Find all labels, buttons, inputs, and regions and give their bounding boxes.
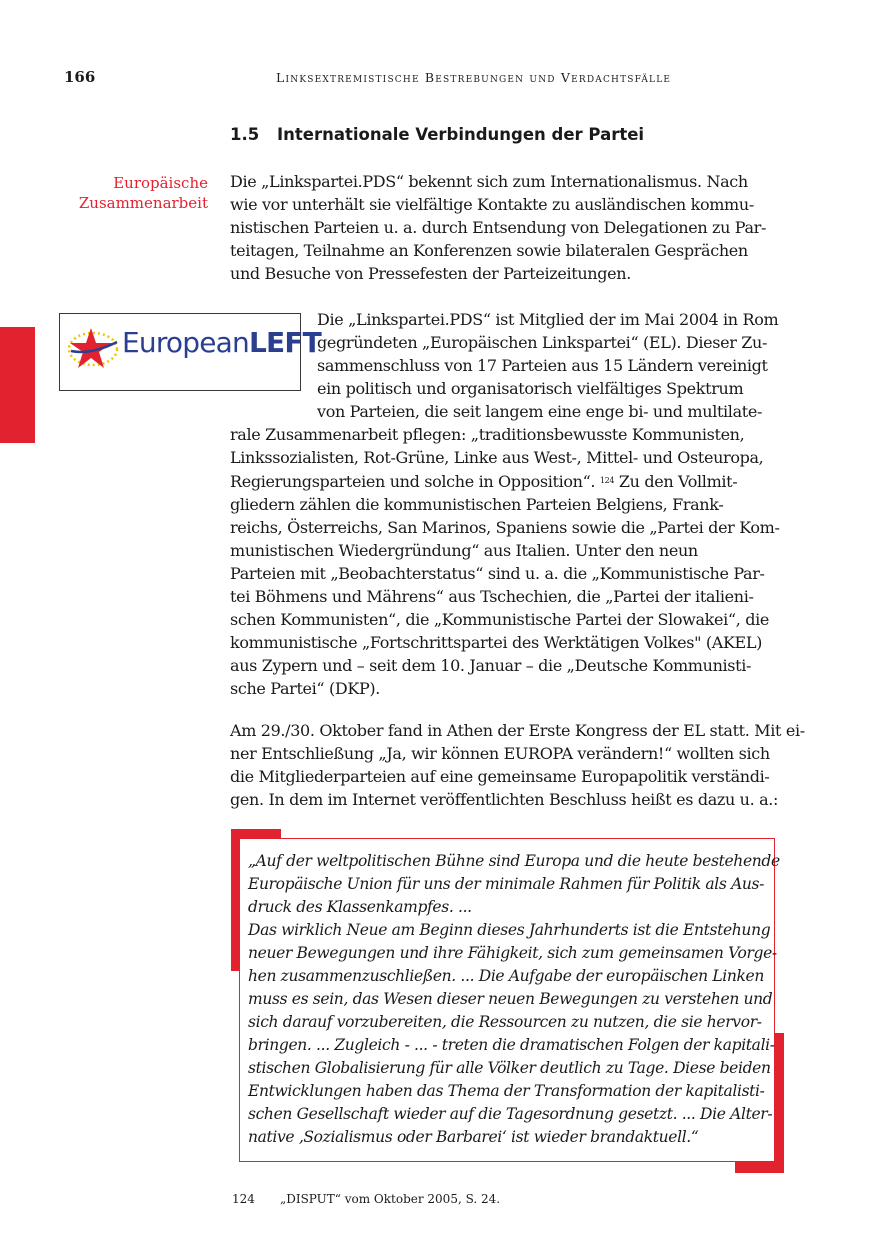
text-line: von Parteien, die seit langem eine enge bi- und multilate- — [317, 402, 763, 421]
quote-line: Das wirklich Neue am Beginn dieses Jahrhunderts ist die Entstehung — [248, 921, 771, 939]
quote-line: bringen. ... Zugleich - ... - treten die dramatischen Folgen der kapitali- — [248, 1036, 775, 1054]
quote-line: hen zusammenzuschließen. ... Die Aufgabe der europäischen Linken — [248, 967, 764, 985]
text-line: Am 29./30. Oktober fand in Athen der Erste Kongress der EL statt. Mit ei- — [230, 721, 805, 740]
text-fragment: Regierungsparteien und solche in Opposition“. — [230, 472, 600, 491]
text-line: sammenschluss von 17 Parteien aus 15 Ländern vereinigt — [317, 356, 768, 375]
quote-line: schen Gesellschaft wieder auf die Tagesordnung gesetzt. ... Die Alter- — [248, 1105, 773, 1123]
footnote-number: 124 — [232, 1192, 255, 1206]
text-line: Linkssozialisten, Rot-Grüne, Linke aus West-, Mittel- und Osteuropa, — [230, 448, 764, 467]
margin-note — [60, 173, 208, 213]
text-line: Die „Linkspartei.PDS“ ist Mitglied der im Mai 2004 in Rom — [317, 310, 779, 329]
text-line — [230, 469, 780, 493]
quote-line: Europäische Union für uns der minimale Rahmen für Politik als Aus- — [248, 875, 765, 893]
chapter-tab-marker — [0, 327, 35, 443]
quote-line: Entwicklungen haben das Thema der Transformation der kapitalisti- — [248, 1082, 765, 1100]
footnote — [232, 1192, 500, 1206]
quote-line: sich darauf vorzubereiten, die Ressourcen zu nutzen, die sie hervor- — [248, 1013, 762, 1031]
quote-line: „Auf der weltpolitischen Bühne sind Europa und die heute bestehende — [248, 852, 780, 870]
text-line: kommunistische „Fortschrittspartei des Werktätigen Volkes" (AKEL) — [230, 633, 763, 652]
text-line: Die „Linkspartei.PDS“ bekennt sich zum Internationalismus. Nach — [230, 172, 748, 191]
margin-note-line: Europäische — [113, 174, 208, 192]
section-heading — [230, 125, 644, 144]
running-header: Linksextremistische Bestrebungen und Verdachtsfälle — [276, 70, 672, 85]
footnote-text: „DISPUT“ vom Oktober 2005, S. 24. — [280, 1192, 501, 1206]
section-number: 1.5 — [230, 125, 260, 144]
quote-line: druck des Klassenkampfes. ... — [248, 898, 472, 916]
text-line: schen Kommunisten“, die „Kommunistische Partei der Slowakei“, die — [230, 610, 769, 629]
text-line: ein politisch und organisatorisch vielfältiges Spektrum — [317, 379, 744, 398]
logo-text-left: LEFT — [248, 326, 321, 359]
quote-line: muss es sein, das Wesen dieser neuen Bewegungen zu verstehen und — [248, 990, 773, 1008]
text-line: Parteien mit „Beobachterstatus“ sind u. a. die „Kommunistische Par- — [230, 564, 765, 583]
text-line: die Mitgliederparteien auf eine gemeinsame Europapolitik verständi- — [230, 767, 770, 786]
section-title: Internationale Verbindungen der Partei — [277, 125, 645, 144]
text-line: ner Entschließung „Ja, wir können EUROPA verändern!“ wollten sich — [230, 744, 770, 763]
text-line: teitagen, Teilnahme an Konferenzen sowie bilateralen Gesprächen — [230, 241, 748, 260]
quote-line: native ‚Sozialismus oder Barbarei‘ ist wieder brandaktuell.“ — [248, 1128, 699, 1146]
text-line: gliedern zählen die kommunistischen Parteien Belgiens, Frank- — [230, 495, 724, 514]
paragraph-congress — [230, 719, 805, 811]
text-line: nistischen Parteien u. a. durch Entsendung von Delegationen zu Par- — [230, 218, 767, 237]
text-line: aus Zypern und – seit dem 10. Januar – die „Deutsche Kommunisti- — [230, 656, 752, 675]
footnote-reference: 124 — [599, 476, 615, 485]
logo-text-european: European — [122, 326, 249, 359]
page-number: 166 — [64, 68, 96, 86]
text-line: gen. In dem im Internet veröffentlichten Beschluss heißt es dazu u. a.: — [230, 790, 779, 809]
text-line: rale Zusammenarbeit pflegen: „traditionsbewusste Kommunisten, — [230, 425, 745, 444]
margin-note-line: Zusammenarbeit — [78, 194, 208, 212]
paragraph-european-left — [230, 308, 780, 700]
paragraph-internationalism — [230, 170, 766, 285]
quote-text — [248, 850, 780, 1149]
text-line: gegründeten „Europäischen Linkspartei“ (EL). Dieser Zu- — [317, 333, 768, 352]
quote-line: neuer Bewegungen und ihre Fähigkeit, sich zum gemeinsamen Vorge- — [248, 944, 777, 962]
text-line: und Besuche von Pressefesten der Parteizeitungen. — [230, 264, 631, 283]
text-line: reichs, Österreichs, San Marinos, Spaniens sowie die „Partei der Kom- — [230, 518, 780, 537]
text-line: sche Partei“ (DKP). — [230, 679, 381, 698]
quote-accent — [735, 1162, 784, 1173]
text-fragment: Zu den Vollmit- — [614, 472, 738, 491]
star-icon — [65, 322, 123, 374]
text-line: munistischen Wiedergründung“ aus Italien. Unter den neun — [230, 541, 698, 560]
text-line: tei Böhmens und Mährens“ aus Tschechien, die „Partei der italieni- — [230, 587, 754, 606]
text-line: wie vor unterhält sie vielfältige Kontakte zu ausländischen kommu- — [230, 195, 754, 214]
quote-line: stischen Globalisierung für alle Völker deutlich zu Tage. Diese beiden — [248, 1059, 771, 1077]
